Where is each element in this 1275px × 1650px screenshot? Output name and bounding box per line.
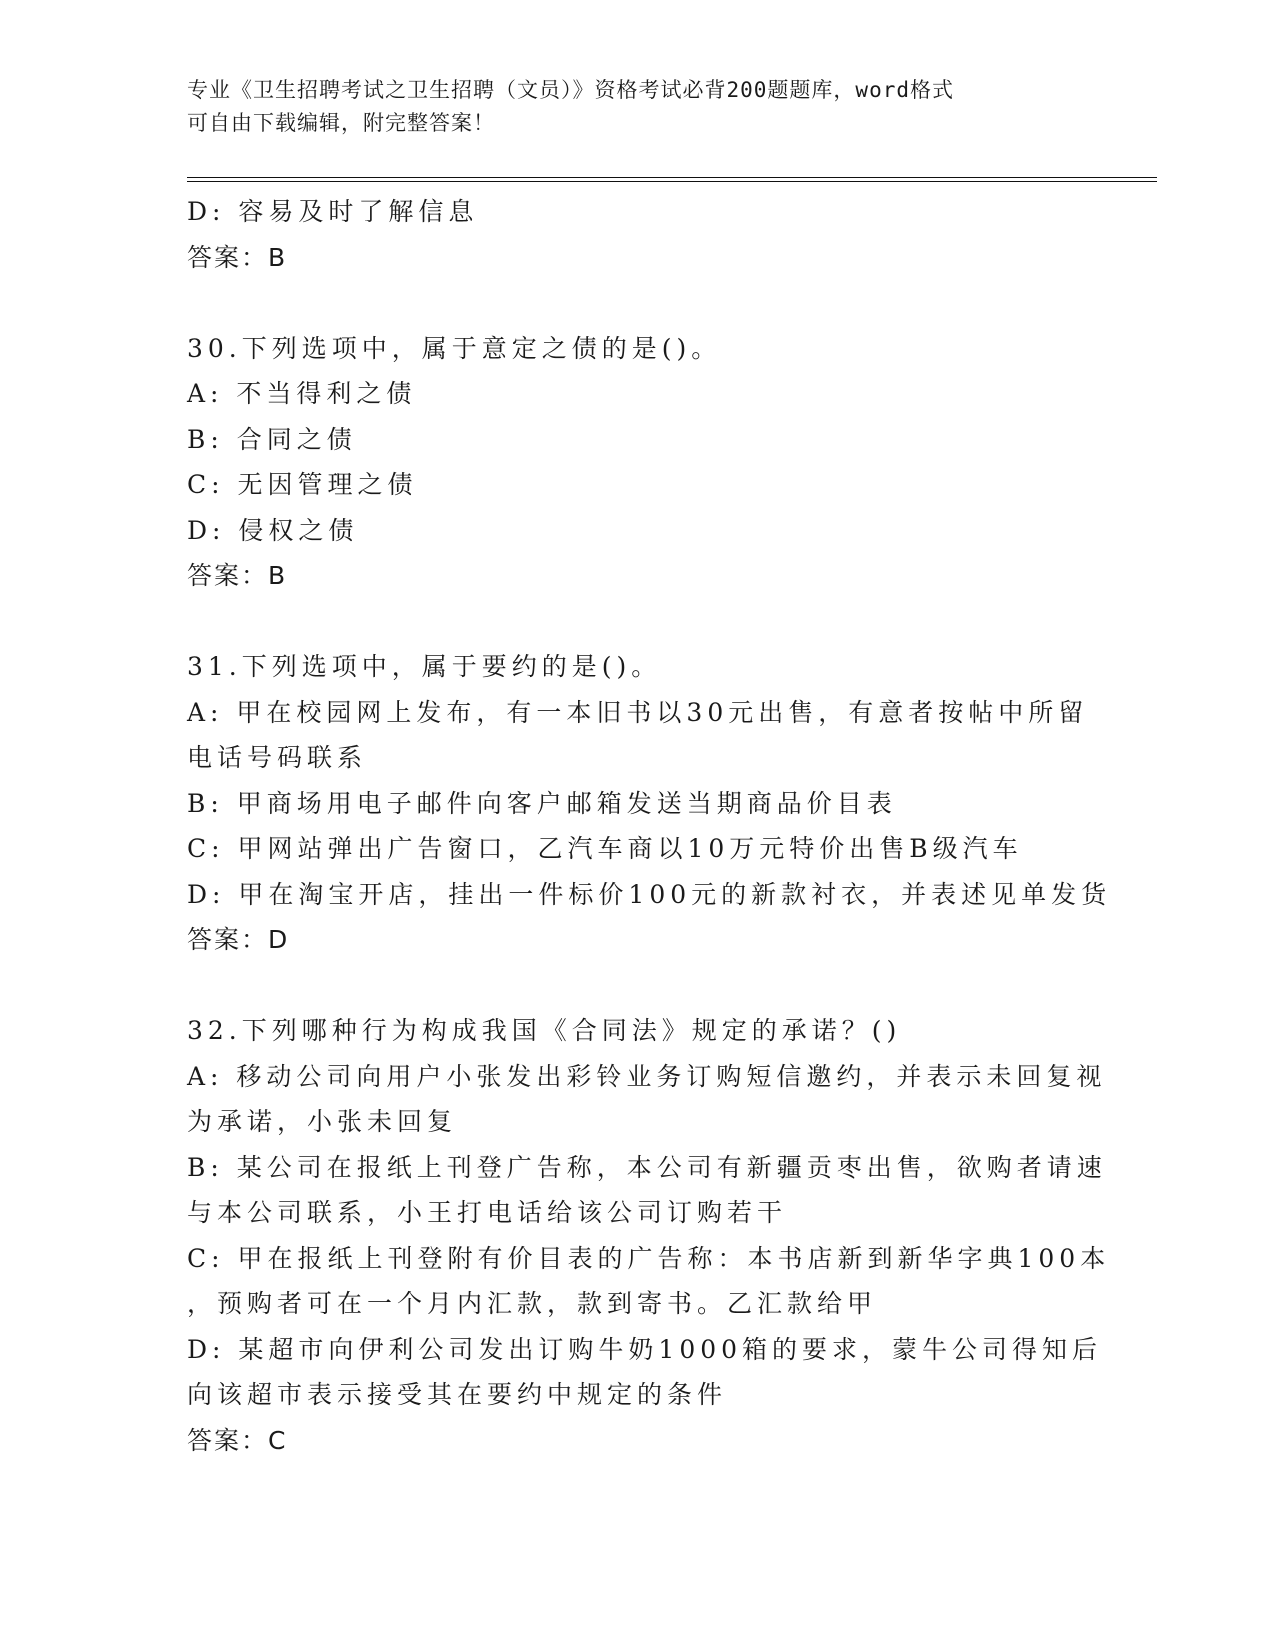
question-stem: 31.下列选项中，属于要约的是()。 [187,652,662,681]
question-block-31 [187,644,1112,963]
spacer [187,280,1087,326]
question-block-29 [187,189,1087,280]
question-block-32 [187,1008,1111,1463]
option-c: C: 甲网站弹出广告窗口，乙汽车商以10万元特价出售B级汽车 [187,834,1023,863]
option-c: C: 无因管理之债 [187,470,418,499]
header-divider-top [187,177,1157,178]
question-block-30 [187,326,1087,599]
header-line-1: 专业《卫生招聘考试之卫生招聘（文员）》资格考试必背200题题库，word格式 [187,78,954,102]
question-stem: 30.下列选项中，属于意定之债的是()。 [187,333,722,363]
option-c: C: 甲在报纸上刊登附有价目表的广告称：本书店新到新华字典100本 [187,1243,1111,1273]
header-divider-bottom [187,181,1157,182]
answer-line: 答案：B [187,242,288,272]
option-a-continued: 电话号码联系 [187,743,368,772]
option-c-continued: ，预购者可在一个月内汇款，款到寄书。乙汇款给甲 [187,1289,878,1318]
option-a: A: 不当得利之债 [187,379,417,408]
option-a: A: 移动公司向用户小张发出彩铃业务订购短信邀约，并表示未回复视 [187,1061,1107,1091]
option-d: D: 容易及时了解信息 [187,197,479,226]
question-content [187,189,1112,1463]
option-b: B: 某公司在报纸上刊登广告称，本公司有新疆贡枣出售，欲购者请速 [187,1152,1107,1182]
option-b: B: 合同之债 [187,424,357,454]
option-d: D: 某超市向伊利公司发出订购牛奶1000箱的要求，蒙牛公司得知后 [187,1334,1103,1364]
answer-line: 答案：D [187,925,290,954]
answer-line: 答案：C [187,1425,288,1455]
header-line-2: 可自由下载编辑，附完整答案！ [187,111,495,135]
option-b: B: 甲商场用电子邮件向客户邮箱发送当期商品价目表 [187,788,897,818]
spacer [187,599,1087,645]
document-header [187,74,1077,140]
answer-line: 答案：B [187,561,288,590]
option-d: D: 侵权之债 [187,515,359,545]
option-d: D: 甲在淘宝开店，挂出一件标价100元的新款衬衣，并表述见单发货 [187,879,1112,909]
question-stem: 32.下列哪种行为构成我国《合同法》规定的承诺？() [187,1016,902,1045]
option-a: A: 甲在校园网上发布，有一本旧书以30元出售，有意者按帖中所留 [187,697,1089,727]
option-d-continued: 向该超市表示接受其在要约中规定的条件 [187,1380,728,1409]
option-a-continued: 为承诺，小张未回复 [187,1107,458,1136]
spacer [187,963,1087,1009]
option-b-continued: 与本公司联系，小王打电话给该公司订购若干 [187,1198,788,1227]
